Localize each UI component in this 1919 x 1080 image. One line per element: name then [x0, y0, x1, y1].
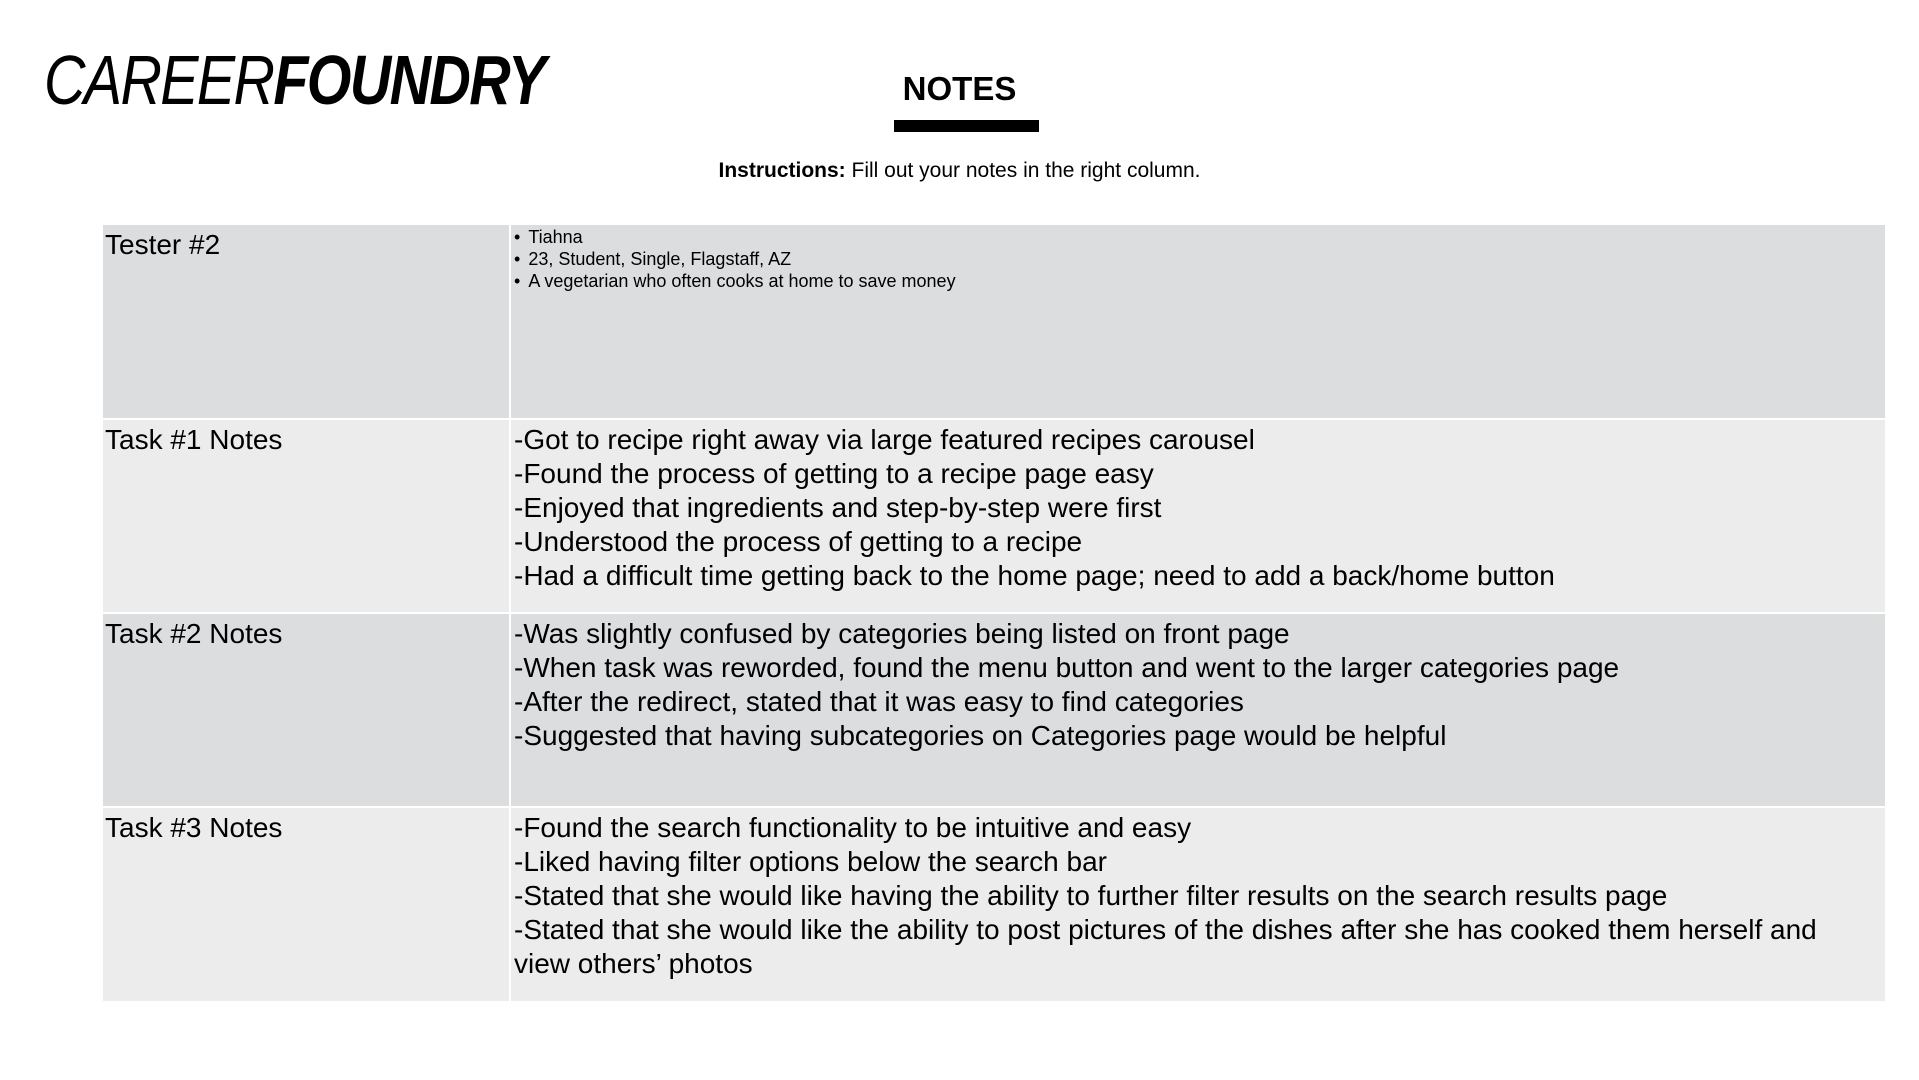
note-line: -Found the search functionality to be intuitive and easy	[514, 812, 1192, 843]
note-line: -Had a difficult time getting back to the home page; need to add a back/home button	[514, 560, 1555, 591]
logo-career-text: CAREER	[44, 41, 274, 119]
note-line: -After the redirect, stated that it was easy to find categories	[514, 686, 1244, 717]
note-line: -Got to recipe right away via large featured recipes carousel	[514, 424, 1255, 455]
note-line: -Suggested that having subcategories on Categories page would be helpful	[514, 720, 1447, 751]
title-underline	[894, 120, 1039, 132]
page-title: NOTES	[902, 70, 1017, 107]
note-line: -Stated that she would like the ability to post pictures of the dishes after she has cooked them herself and view others’ photos	[514, 914, 1817, 979]
note-line: -Found the process of getting to a recipe page easy	[514, 458, 1154, 489]
task2-row	[103, 613, 1885, 807]
tester-bullet-list	[514, 226, 1845, 292]
task1-label: Task #1 Notes	[103, 419, 510, 613]
note-line: -Stated that she would like having the ability to further filter results on the search results page	[514, 880, 1668, 911]
task2-label: Task #2 Notes	[103, 613, 510, 807]
task2-notes	[510, 613, 1885, 807]
task3-row	[103, 807, 1885, 1001]
task3-label: Task #3 Notes	[103, 807, 510, 1001]
note-line: -Understood the process of getting to a recipe	[514, 526, 1083, 557]
tester-label: Tester #2	[103, 225, 510, 419]
note-line: -Liked having filter options below the search bar	[514, 846, 1108, 877]
notes-table	[103, 225, 1885, 1001]
note-line: -Enjoyed that ingredients and step-by-step were first	[514, 492, 1162, 523]
tester-details	[510, 225, 1885, 419]
note-line: -Was slightly confused by categories being listed on front page	[514, 618, 1290, 649]
tester-bullet: • Tiahna	[514, 226, 1845, 248]
task1-notes	[510, 419, 1885, 613]
task1-row	[103, 419, 1885, 613]
instructions-text: Fill out your notes in the right column.	[845, 159, 1201, 182]
logo-foundry-text: FOUNDRY	[273, 41, 545, 119]
instructions-label: Instructions:	[718, 159, 846, 182]
tester-bullet: • A vegetarian who often cooks at home to save money	[514, 270, 1845, 292]
note-line: -When task was reworded, found the menu button and went to the larger categories page	[514, 652, 1620, 683]
instructions	[0, 158, 1919, 184]
tester-row	[103, 225, 1885, 419]
tester-bullet: • 23, Student, Single, Flagstaff, AZ	[514, 248, 1845, 270]
task3-notes	[510, 807, 1885, 1001]
